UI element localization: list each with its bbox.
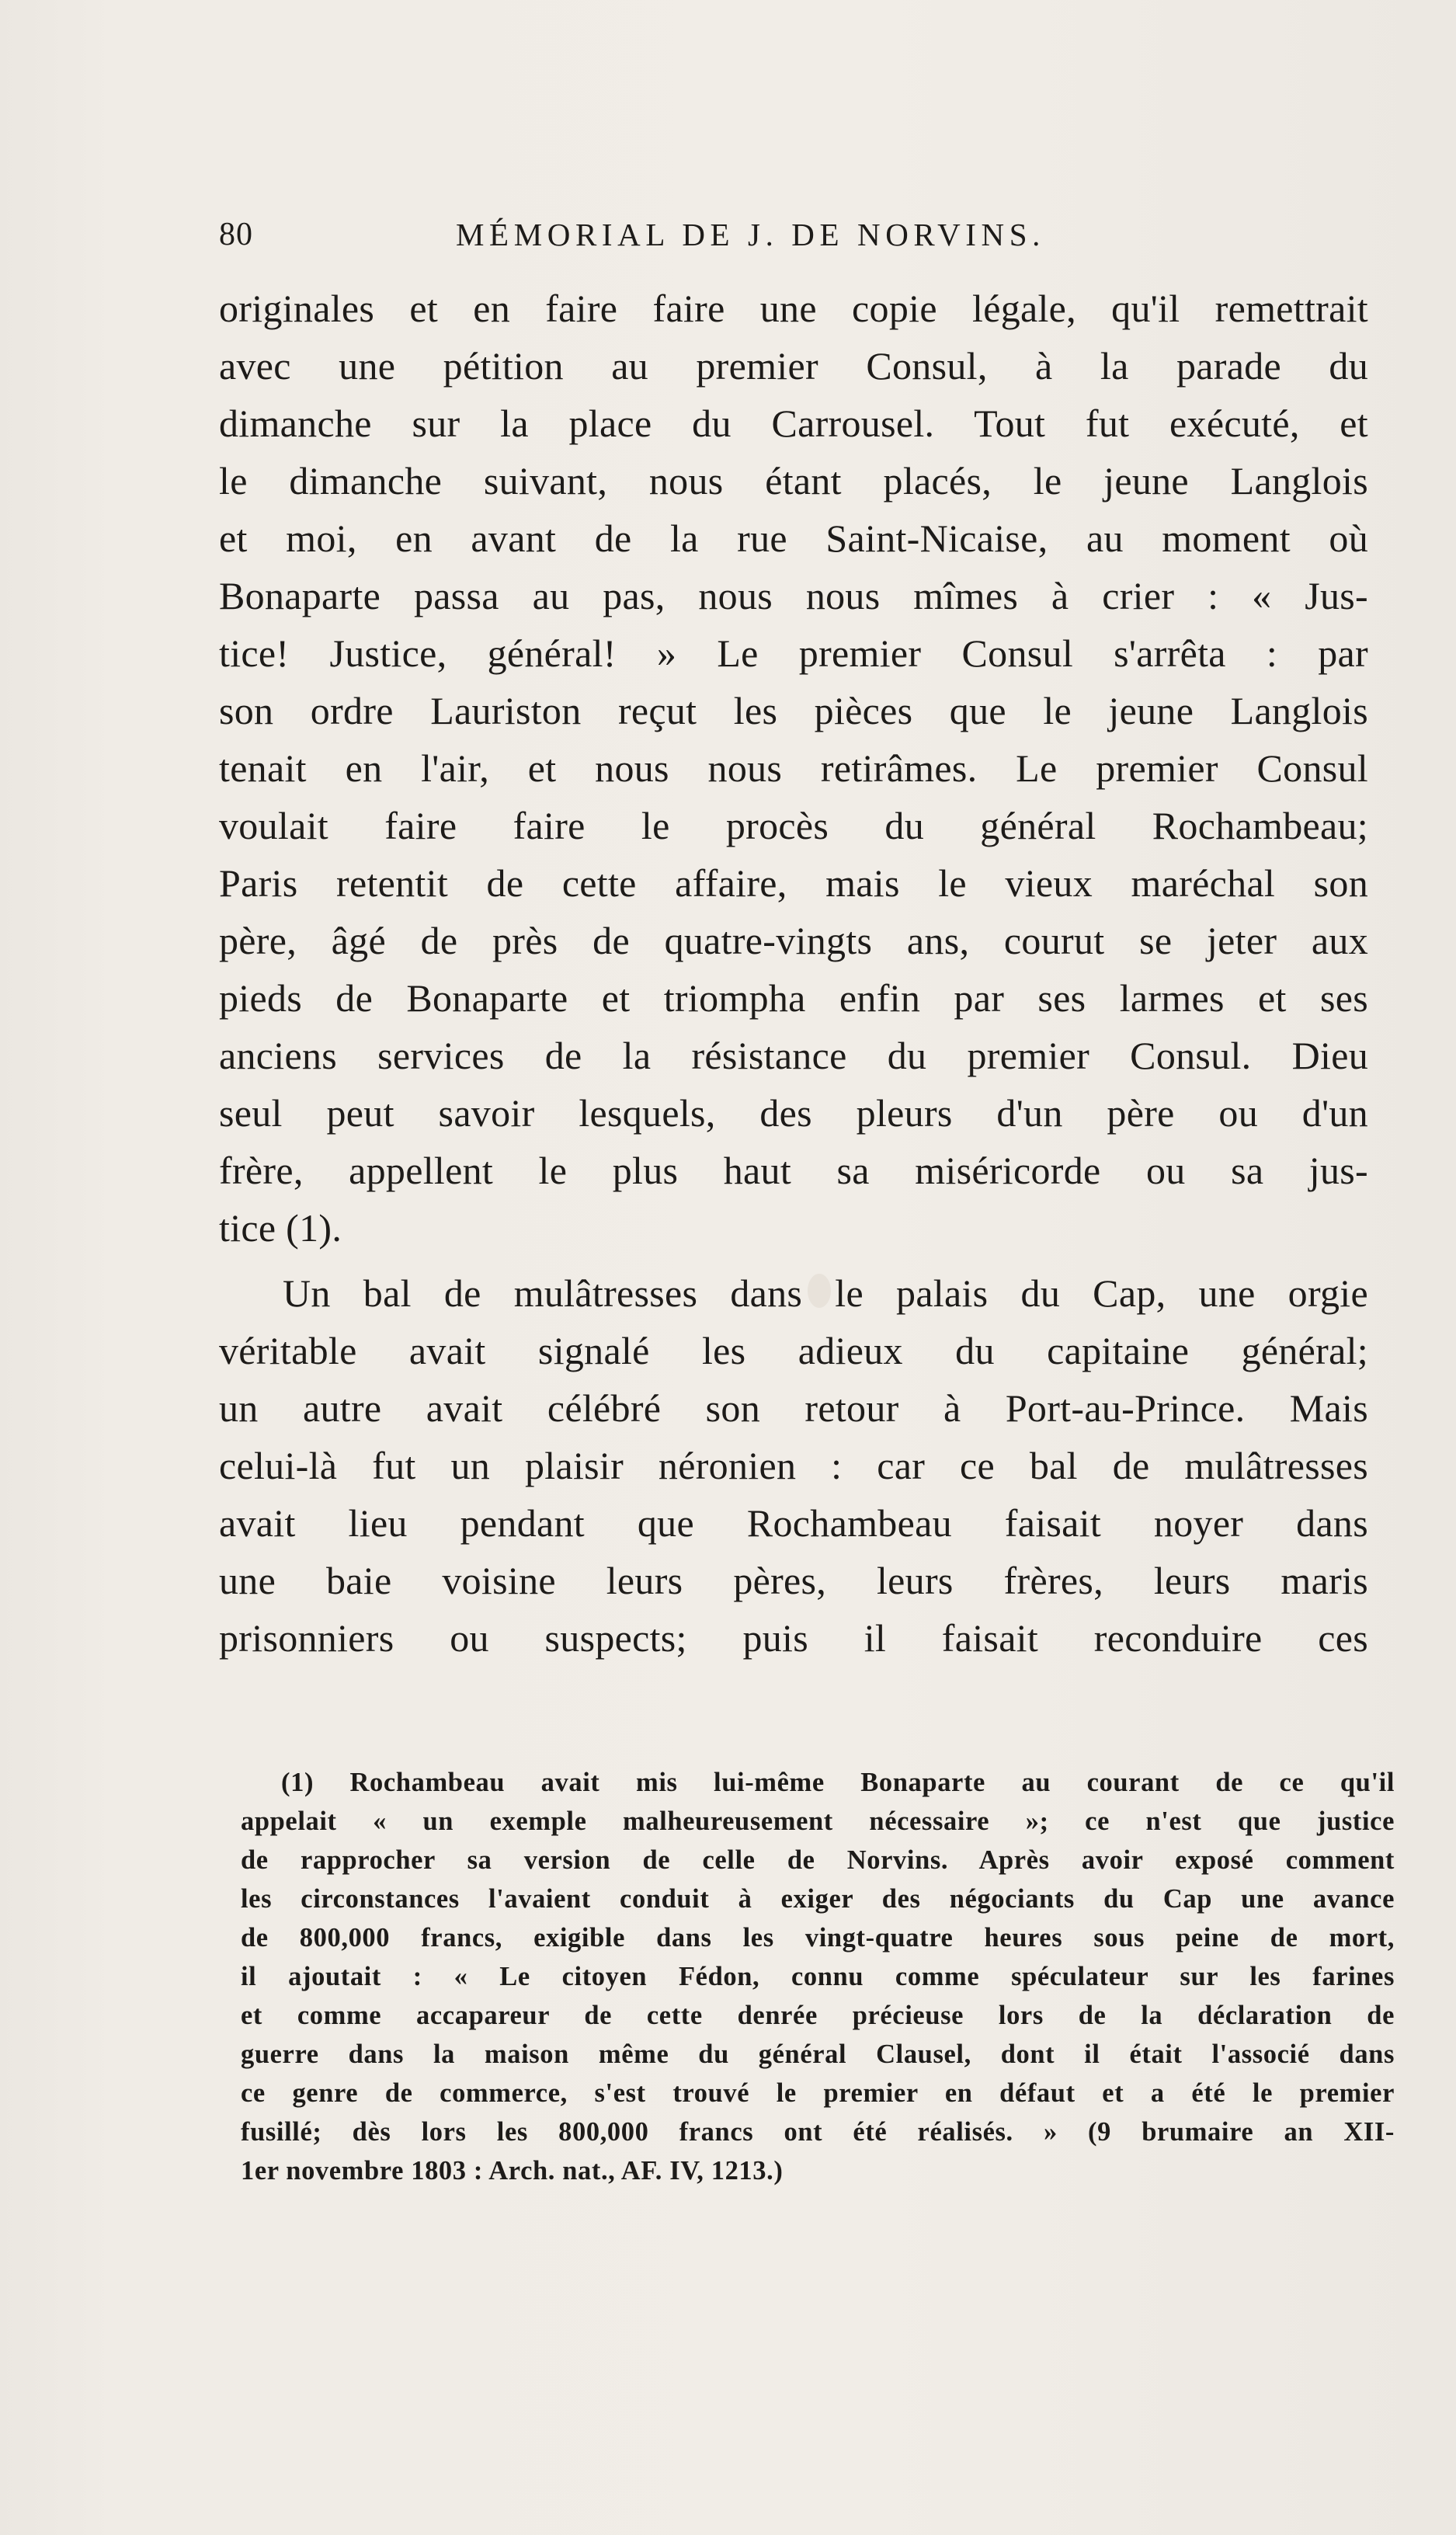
text-line: père, âgé de près de quatre-vingts ans, courut se jeter aux: [219, 919, 1368, 962]
text-line: Un bal de mulâtresses dans le palais du Cap, une orgie: [283, 1271, 1368, 1315]
text-line: voulait faire faire le procès du général Rochambeau;: [219, 804, 1368, 847]
text-line: tenait en l'air, et nous nous retirâmes. Le premier Consul: [219, 746, 1368, 790]
text-line: véritable avait signalé les adieux du capitaine général;: [219, 1329, 1368, 1372]
text-line: Bonaparte passa au pas, nous nous mîmes à crier : « Jus-: [219, 574, 1368, 617]
footnote-line: il ajoutait : « Le citoyen Fédon, connu comme spéculateur sur les farines: [241, 1962, 1395, 1991]
text-line: tice (1).: [219, 1206, 342, 1250]
text-line: avec une pétition au premier Consul, à la parade du: [219, 344, 1368, 388]
text-line: tice! Justice, général! » Le premier Consul s'arrêta : par: [219, 631, 1368, 675]
footnote-line: fusillé; dès lors les 800,000 francs ont été réalisés. » (9 brumaire an XII-: [241, 2117, 1395, 2147]
text-line: originales et en faire faire une copie légale, qu'il remettrait: [219, 287, 1368, 330]
text-line: avait lieu pendant que Rochambeau faisait noyer dans: [219, 1501, 1368, 1545]
page-number: 80: [219, 217, 253, 252]
footnote-line: les circonstances l'avaient conduit à exiger des négociants du Cap une avance: [241, 1884, 1395, 1914]
text-line: pieds de Bonaparte et triompha enfin par ses larmes et ses: [219, 976, 1368, 1020]
page-header: [219, 210, 1384, 256]
text-line: et moi, en avant de la rue Saint-Nicaise, au moment où: [219, 516, 1368, 560]
text-line: le dimanche suivant, nous étant placés, le jeune Langlois: [219, 459, 1368, 502]
text-line: son ordre Lauriston reçut les pièces que le jeune Langlois: [219, 689, 1368, 732]
footnote-line: 1er novembre 1803 : Arch. nat., AF. IV, 1213.): [241, 2156, 784, 2186]
text-line: frère, appellent le plus haut sa miséricorde ou sa jus-: [219, 1149, 1368, 1192]
running-title: MÉMORIAL DE J. DE NORVINS.: [456, 217, 1046, 252]
footnote-line: ce genre de commerce, s'est trouvé le premier en défaut et a été le premier: [241, 2078, 1395, 2108]
text-line: anciens services de la résistance du premier Consul. Dieu: [219, 1034, 1368, 1077]
footnote-line: (1) Rochambeau avait mis lui-même Bonaparte au courant de ce qu'il: [281, 1768, 1395, 1797]
text-line: celui-là fut un plaisir néronien : car ce bal de mulâtresses: [219, 1444, 1368, 1487]
text-line: dimanche sur la place du Carrousel. Tout fut exécuté, et: [219, 402, 1368, 445]
text-line: prisonniers ou suspects; puis il faisait reconduire ces: [219, 1616, 1368, 1660]
footnote-line: appelait « un exemple malheureusement nécessaire »; ce n'est que justice: [241, 1806, 1395, 1836]
text-line: seul peut savoir lesquels, des pleurs d'un père ou d'un: [219, 1091, 1368, 1135]
footnote-line: et comme accapareur de cette denrée précieuse lors de la déclaration de: [241, 2001, 1395, 2030]
footnote-line: de 800,000 francs, exigible dans les vingt-quatre heures sous peine de mort,: [241, 1923, 1395, 1953]
footnote-line: guerre dans la maison même du général Clausel, dont il était l'associé dans: [241, 2039, 1395, 2069]
text-line: une baie voisine leurs pères, leurs frères, leurs maris: [219, 1559, 1368, 1602]
text-line: un autre avait célébré son retour à Port-au-Prince. Mais: [219, 1386, 1368, 1430]
footnote-line: de rapprocher sa version de celle de Norvins. Après avoir exposé comment: [241, 1845, 1395, 1875]
text-line: Paris retentit de cette affaire, mais le vieux maréchal son: [219, 861, 1368, 905]
